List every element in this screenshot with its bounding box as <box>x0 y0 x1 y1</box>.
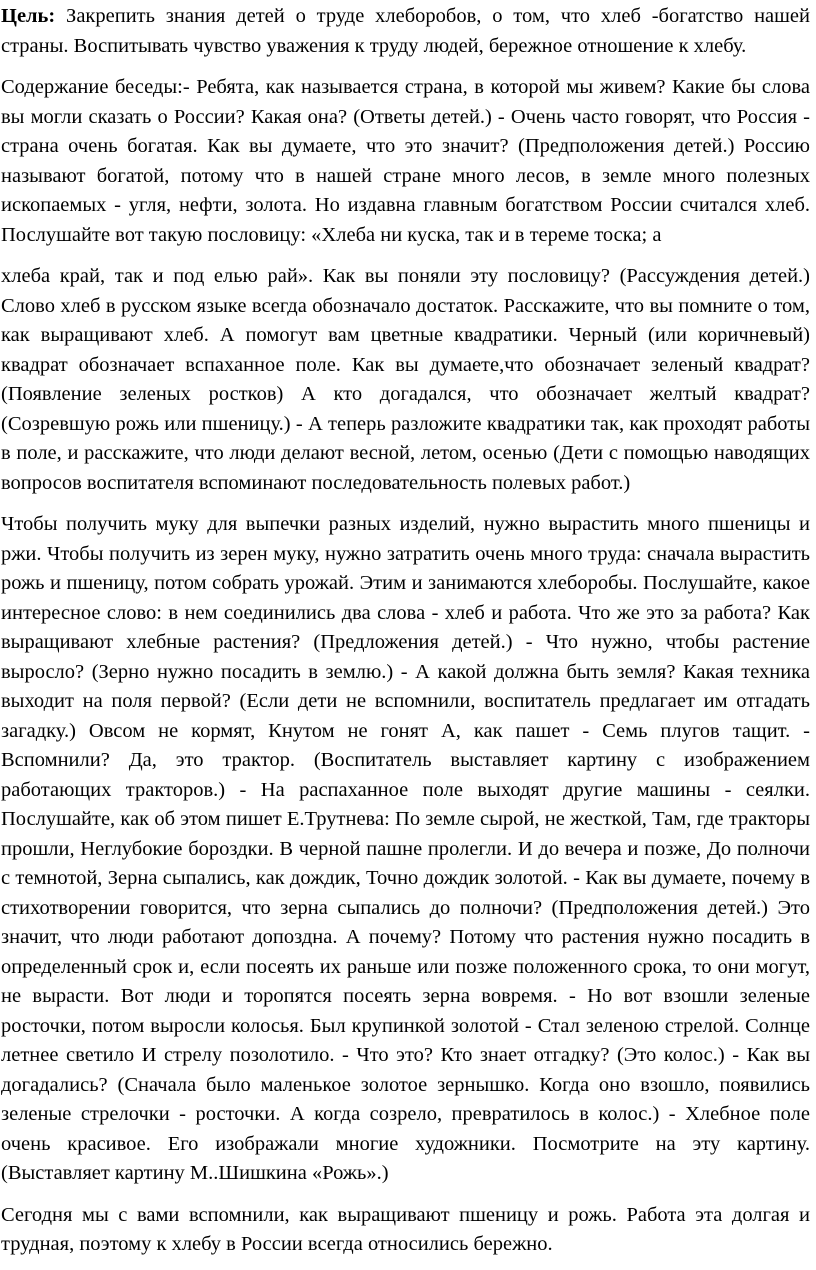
grain-growing-paragraph: Чтобы получить муку для выпечки разных изделий, нужно вырастить много пшеницы и ржи. Чтобы получить из зерен муку, нужно затратить очень много труда: сначала вырастить рожь и пшеницу, потом собрать урожай. Этим и занимаются хлеборобы. Послушайте, какое интересное слово: в нем соединились два слова - хлеб и работа. Что же это за работа? Как выращивают хлебные растения? (Предложения детей.) - Что нужно, чтобы растение выросло? (Зерно нужно посадить в землю.) - А какой должна быть земля? Какая техника выходит на поля первой? (Если дети не вспомнили, воспитатель предлагает им отгадать загадку.) Овсом не кормят, Кнутом не гонят А, как пашет - Семь плугов тащит. - Вспомнили? Да, это трактор. (Воспитатель выставляет картину с изображением работающих тракторов.) - На распаханное поле выходят другие машины - сеялки. Послушайте, как об этом пишет Е.Трутнева: По земле сырой, не жесткой, Там, где тракторы прошли, Неглубокие бороздки. В черной пашне пролегли. И до вечера и позже, До полночи с темнотой, Зерна сыпались, как дождик, Точно дождик золотой. - Как вы думаете, почему в стихотворении говорится, что зерна сыпались до полночи? (Предположения детей.) Это значит, что люди работают допоздна. А почему? Потому что растения нужно посадить в определенный срок и, если посеять их раньше или позже положенного срока, то они могут, не вырасти. Вот люди и торопятся посеять зерна вовремя. - Но вот взошли зеленые росточки, потом выросли колосья. Был крупинкой золотой - Стал зеленою стрелой. Солнце летнее светило И стрелу позолотило. - Что это? Кто знает отгадку? (Это колос.) - Как вы догадались? (Сначала было маленькое золотое зернышко. Когда оно взошло, появились зеленые стрелочки - росточки. А когда созрело, превратилось в колос.) - Хлебное поле очень красивое. Его изображали многие художники. Посмотрите на эту картину. (Выставляет картину М..Шишкина «Рожь».) <box>1 513 810 1184</box>
goal-label: Цель: <box>1 5 56 27</box>
goal-text: Закрепить знания детей о труде хлеборобов, о том, что хлеб -богатство нашей страны. Воспитывать чувство уважения к труду людей, бережное отношение к хлебу. <box>1 5 810 57</box>
conclusion-paragraph: Сегодня мы с вами вспомнили, как выращивают пшеницу и рожь. Работа эта долгая и трудная, поэтому к хлебу в России всегда относились бережно. <box>1 1203 810 1255</box>
goal-paragraph <box>1 2 810 61</box>
proverb-continuation-paragraph: хлеба край, так и под елью рай». Как вы поняли эту пословицу? (Рассуждения детей.) Слово хлеб в русском языке всегда обозначало достаток. Расскажите, что вы помните о том, как выращивают хлеб. А помогут вам цветные квадратики. Черный (или коричневый) квадрат обозначает вспаханное поле. Как вы думаете,что обозначает зеленый квадрат? (Появление зеленых ростков) А кто догадался, что обозначает желтый квадрат? (Созревшую рожь или пшеницу.) - А теперь разложите квадратики так, как проходят работы в поле, и расскажите, что люди делают весной, летом, осенью (Дети с помощью наводящих вопросов воспитателя вспоминают последовательность полевых работ.) <box>1 265 810 494</box>
conversation-intro-paragraph: Содержание беседы:- Ребята, как называется страна, в которой мы живем? Какие бы слова вы могли сказать о России? Какая она? (Ответы детей.) - Очень часто говорят, что Россия - страна очень богатая. Как вы думаете, что это значит? (Предположения детей.) Россию называют богатой, потому что в нашей стране много лесов, в земле много полезных ископаемых - угля, нефти, золота. Но издавна главным богатством России считался хлеб. Послушайте вот такую пословицу: «Хлеба ни куска, так и в тереме тоска; а <box>1 76 810 246</box>
